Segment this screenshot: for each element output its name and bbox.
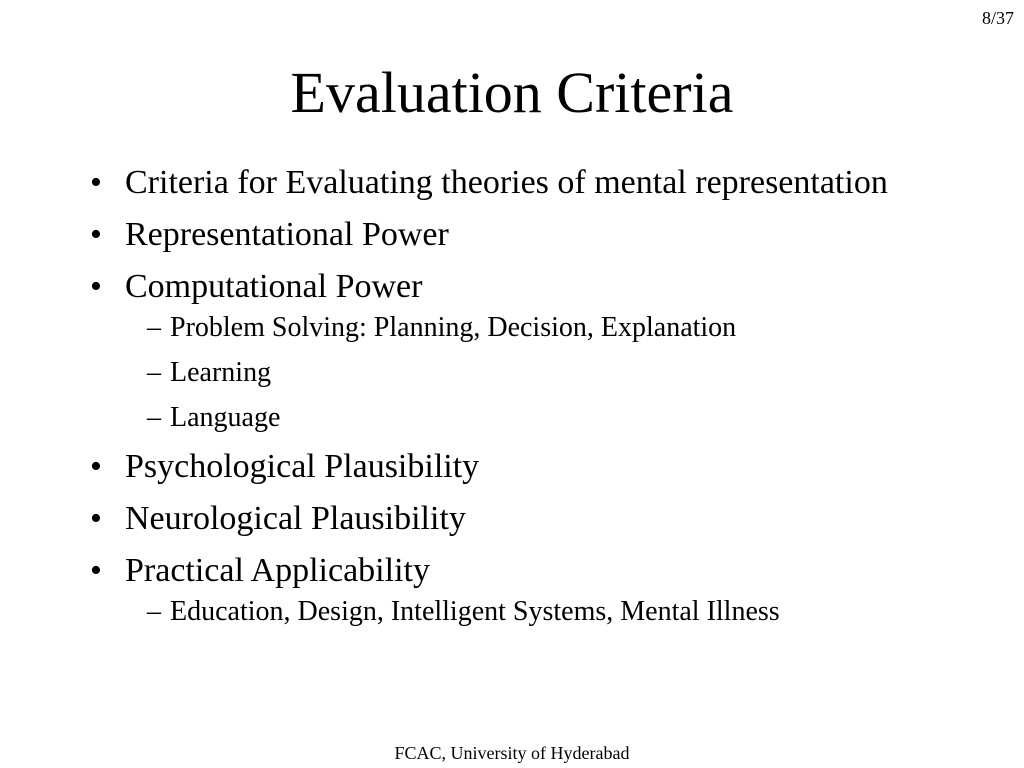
bullet-item bbox=[84, 499, 944, 538]
bullet-item bbox=[84, 551, 944, 628]
dash-icon: – bbox=[147, 357, 161, 388]
sub-bullet-item bbox=[125, 356, 944, 389]
bullet-item bbox=[84, 267, 944, 434]
bullet-icon: • bbox=[90, 268, 102, 305]
sub-bullet-item bbox=[125, 311, 944, 344]
page-number: 8/37 bbox=[981, 8, 1014, 28]
sub-bullet-label: Problem Solving: Planning, Decision, Explanation bbox=[170, 312, 737, 343]
slide-content bbox=[84, 163, 944, 641]
bullet-label: Practical Applicability bbox=[125, 552, 430, 589]
slide-title: Evaluation Criteria bbox=[290, 60, 734, 125]
bullet-icon: • bbox=[90, 164, 102, 201]
bullet-item bbox=[84, 215, 944, 254]
bullet-label: Neurological Plausibility bbox=[125, 500, 466, 537]
dash-icon: – bbox=[147, 402, 161, 433]
sub-list bbox=[125, 595, 944, 628]
sub-bullet-label: Learning bbox=[170, 357, 272, 388]
bullet-item bbox=[84, 163, 944, 202]
sub-bullet-label: Language bbox=[170, 402, 281, 433]
dash-icon: – bbox=[147, 312, 161, 343]
bullet-icon: • bbox=[90, 552, 102, 589]
bullet-label: Computational Power bbox=[125, 268, 423, 305]
bullet-label: Psychological Plausibility bbox=[125, 448, 480, 485]
sub-bullet-item bbox=[125, 401, 944, 434]
bullet-icon: • bbox=[90, 500, 102, 537]
bullet-item bbox=[84, 447, 944, 486]
bullet-label: Criteria for Evaluating theories of mental representation bbox=[125, 164, 888, 201]
bullet-icon: • bbox=[90, 216, 102, 253]
bullet-label: Representational Power bbox=[125, 216, 449, 253]
slide-footer: FCAC, University of Hyderabad bbox=[394, 743, 630, 763]
sub-bullet-label: Education, Design, Intelligent Systems, Mental Illness bbox=[170, 596, 780, 627]
dash-icon: – bbox=[147, 596, 161, 627]
sub-list bbox=[125, 311, 944, 434]
bullet-list bbox=[84, 163, 944, 628]
sub-bullet-item bbox=[125, 595, 944, 628]
bullet-icon: • bbox=[90, 448, 102, 485]
